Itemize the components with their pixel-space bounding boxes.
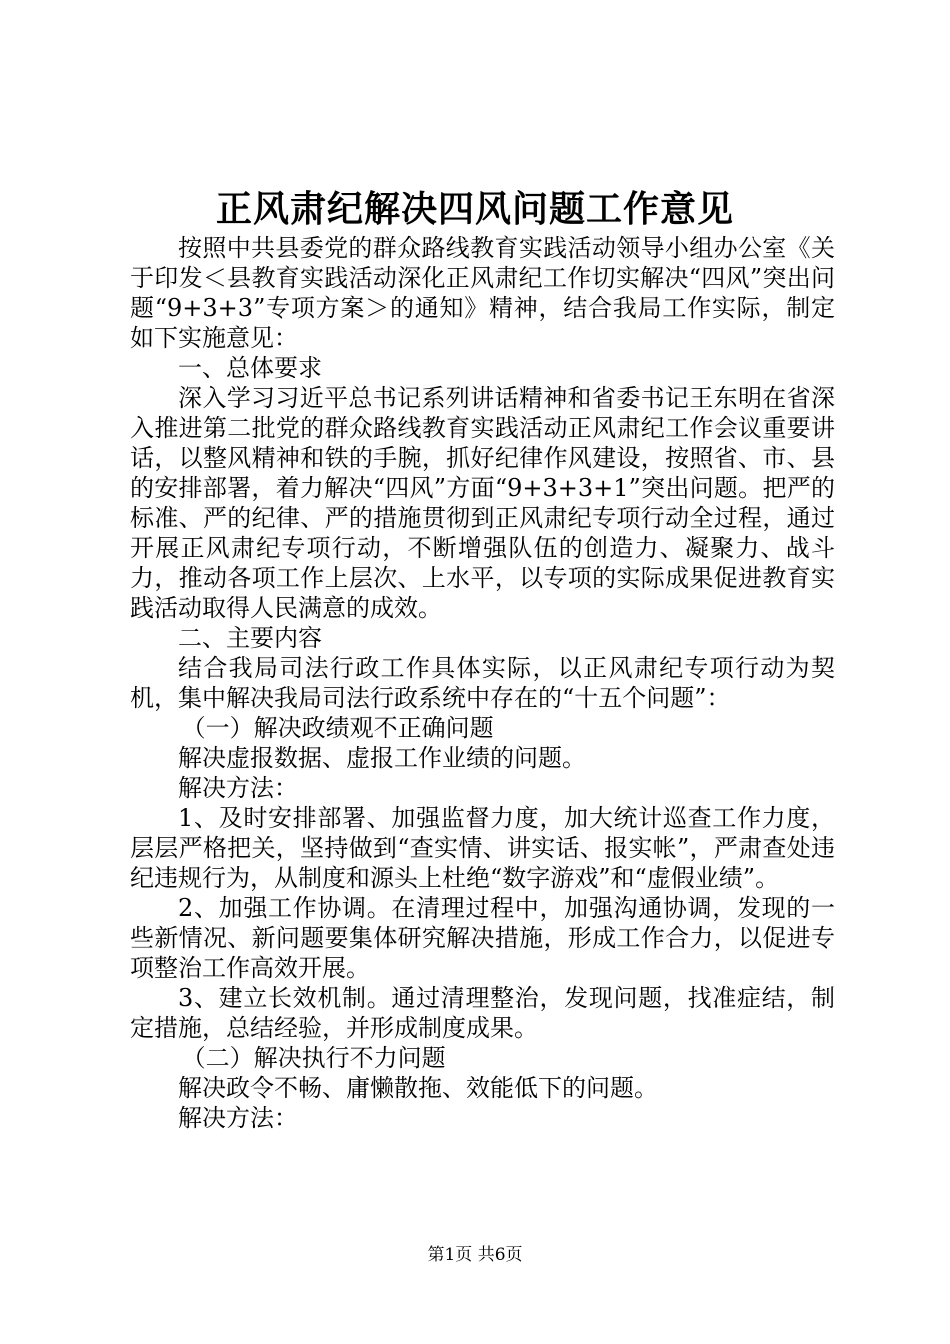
section-heading-general-requirements: 一、总体要求 xyxy=(178,354,322,382)
subsection-heading-2: （二）解决执行不力问题 xyxy=(181,1044,446,1072)
solution-method-label: 解决方法： xyxy=(178,774,298,802)
page-footer: 第1页 共6页 xyxy=(427,1245,523,1265)
subsection-heading-1: （一）解决政绩观不正确问题 xyxy=(181,714,494,742)
subsection-2-description: 解决政令不畅、庸懒散拖、效能低下的问题。 xyxy=(178,1074,658,1102)
solution-method-label: 解决方法： xyxy=(178,1104,298,1132)
document-body xyxy=(130,233,835,1133)
intro-paragraph: 按照中共县委党的群众路线教育实践活动领导小组办公室《关于印发＜县教育实践活动深化正风肃纪工作切实解决“四风”突出问题“9+3+3”专项方案＞的通知》精神，结合我局工作实际，制定如下实施意见： xyxy=(130,234,835,352)
section-heading-main-content: 二、主要内容 xyxy=(178,624,322,652)
solution-item-3: 3、建立长效机制。通过清理整治，发现问题，找准症结，制定措施，总结经验，并形成制度成果。 xyxy=(130,984,835,1042)
solution-item-1: 1、及时安排部署、加强监督力度，加大统计巡查工作力度，层层严格把关，坚持做到“查实情、讲实话、报实帐”，严肃查处违纪违规行为，从制度和源头上杜绝“数字游戏”和“虚假业绩”。 xyxy=(130,804,835,892)
main-content-paragraph: 结合我局司法行政工作具体实际，以正风肃纪专项行动为契机，集中解决我局司法行政系统中存在的“十五个问题”： xyxy=(130,654,835,712)
page-title: 正风肃纪解决四风问题工作意见 xyxy=(215,188,734,230)
general-requirements-paragraph: 深入学习习近平总书记系列讲话精神和省委书记王东明在省深入推进第二批党的群众路线教育实践活动正风肃纪工作会议重要讲话，以整风精神和铁的手腕，抓好纪律作风建设，按照省、市、县的安排部署，着力解决“四风”方面“9+3+3+1”突出问题。把严的标准、严的纪律、严的措施贯彻到正风肃纪专项行动全过程，通过开展正风肃纪专项行动，不断增强队伍的创造力、凝聚力、战斗力，推动各项工作上层次、上水平，以专项的实际成果促进教育实践活动取得人民满意的成效。 xyxy=(130,384,835,622)
subsection-1-description: 解决虚报数据、虚报工作业绩的问题。 xyxy=(178,744,586,772)
solution-item-2: 2、加强工作协调。在清理过程中，加强沟通协调，发现的一些新情况、新问题要集体研究解决措施，形成工作合力，以促进专项整治工作高效开展。 xyxy=(130,894,835,982)
